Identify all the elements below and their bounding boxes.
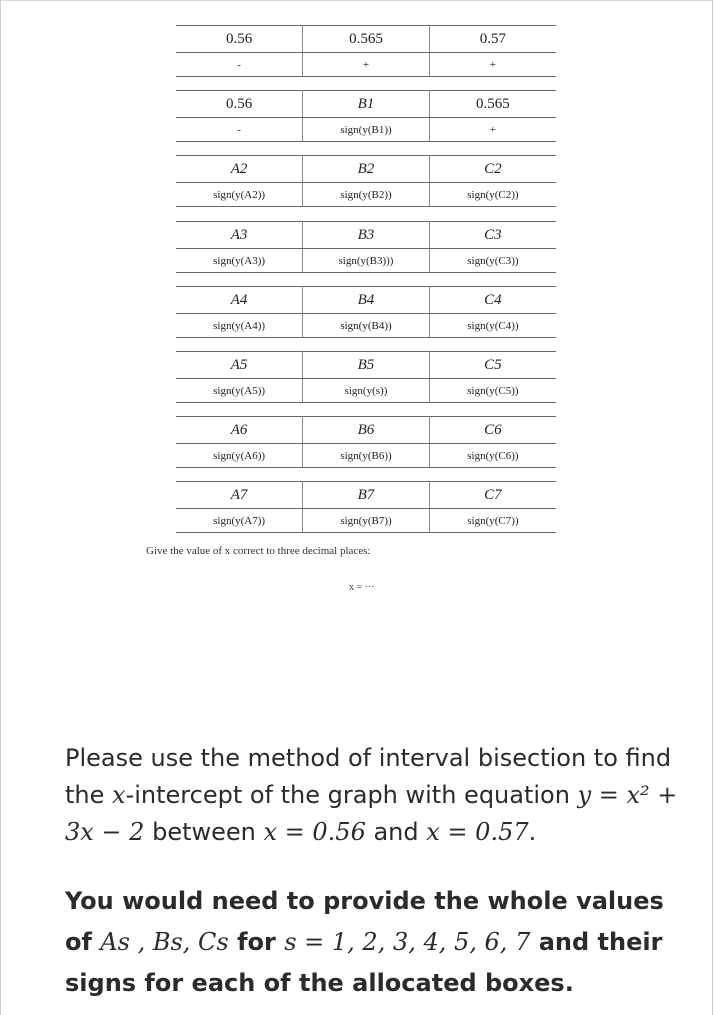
sign-cell: sign(y(C4)) [429, 314, 556, 338]
variables: As , Bs, Cs [100, 928, 229, 956]
sign-cell: - [176, 53, 303, 77]
sign-cell: sign(y(A3)) [176, 249, 303, 273]
sign-cell: + [429, 118, 556, 142]
s-values: s = 1, 2, 3, 4, 5, 6, 7 [284, 928, 531, 956]
frame-right-border [712, 0, 713, 1015]
sign-cell: + [429, 53, 556, 77]
math-variable: x [112, 781, 126, 809]
table-cell: B2 [303, 156, 430, 183]
table-cell: A5 [176, 352, 303, 379]
frame-left-border [0, 0, 1, 1015]
frame-top-border [0, 0, 713, 1]
table-cell: 0.565 [429, 91, 556, 118]
table-cell: A3 [176, 222, 303, 249]
question-text-part: -intercept of the graph with equation [125, 781, 578, 809]
sign-cell: sign(y(C6)) [429, 444, 556, 468]
table-cell: C3 [429, 222, 556, 249]
question-text-part: and [365, 818, 427, 846]
table-cell: 0.57 [429, 26, 556, 53]
sign-cell: sign(y(B7)) [303, 509, 430, 533]
table-cell: C6 [429, 417, 556, 444]
sign-cell: sign(y(s)) [303, 379, 430, 403]
table-cell: B7 [303, 482, 430, 509]
bisection-table-2 [176, 90, 556, 142]
table-cell: B3 [303, 222, 430, 249]
bisection-table-5 [176, 286, 556, 338]
table-cell: B5 [303, 352, 430, 379]
table-cell: B4 [303, 287, 430, 314]
sign-cell: sign(y(B1)) [303, 118, 430, 142]
instruction-paragraph [65, 881, 695, 1004]
table-cell: B6 [303, 417, 430, 444]
instruction-text-part: and their signs for each of the allocated boxes. [65, 928, 663, 997]
equation: y = x² + 3x − 2 [65, 781, 678, 846]
table-cell: A7 [176, 482, 303, 509]
sign-cell: sign(y(A2)) [176, 183, 303, 207]
question-text-part: between [144, 818, 264, 846]
sign-cell: sign(y(A6)) [176, 444, 303, 468]
bisection-table-3 [176, 155, 556, 207]
table-cell: 0.565 [303, 26, 430, 53]
decimal-places-note: Give the value of x correct to three decimal places: [146, 545, 371, 557]
upper-bound: x = 0.57 [426, 818, 529, 846]
bisection-table-7 [176, 416, 556, 468]
table-cell: 0.56 [176, 26, 303, 53]
sign-cell: sign(y(C5)) [429, 379, 556, 403]
bisection-table-1 [176, 25, 556, 77]
sign-cell: sign(y(C3)) [429, 249, 556, 273]
bisection-table-4 [176, 221, 556, 273]
sign-cell: sign(y(A7)) [176, 509, 303, 533]
question-paragraph [65, 740, 695, 851]
table-cell: A2 [176, 156, 303, 183]
instruction-text-part: You would need to provide the whole values of [65, 887, 664, 956]
bisection-table-6 [176, 351, 556, 403]
table-cell: C5 [429, 352, 556, 379]
lower-bound: x = 0.56 [263, 818, 366, 846]
sign-cell: + [303, 53, 430, 77]
table-cell: A4 [176, 287, 303, 314]
table-cell: A6 [176, 417, 303, 444]
sign-cell: sign(y(C2)) [429, 183, 556, 207]
table-cell: C7 [429, 482, 556, 509]
sign-cell: sign(y(C7)) [429, 509, 556, 533]
table-cell: 0.56 [176, 91, 303, 118]
sign-cell: sign(y(B3))) [303, 249, 430, 273]
table-cell: C4 [429, 287, 556, 314]
instruction-text-part: for [228, 928, 285, 956]
question-text [65, 740, 695, 1004]
table-cell: B1 [303, 91, 430, 118]
question-text-part: Please use the method of interval bisection to find the [65, 744, 672, 809]
sign-cell: sign(y(B4)) [303, 314, 430, 338]
question-text-part: . [528, 818, 537, 846]
table-cell: C2 [429, 156, 556, 183]
sign-cell: sign(y(B6)) [303, 444, 430, 468]
sign-cell: sign(y(B2)) [303, 183, 430, 207]
answer-placeholder: x = ··· [349, 582, 375, 593]
sign-cell: - [176, 118, 303, 142]
sign-cell: sign(y(A5)) [176, 379, 303, 403]
sign-cell: sign(y(A4)) [176, 314, 303, 338]
bisection-table-8 [176, 481, 556, 533]
